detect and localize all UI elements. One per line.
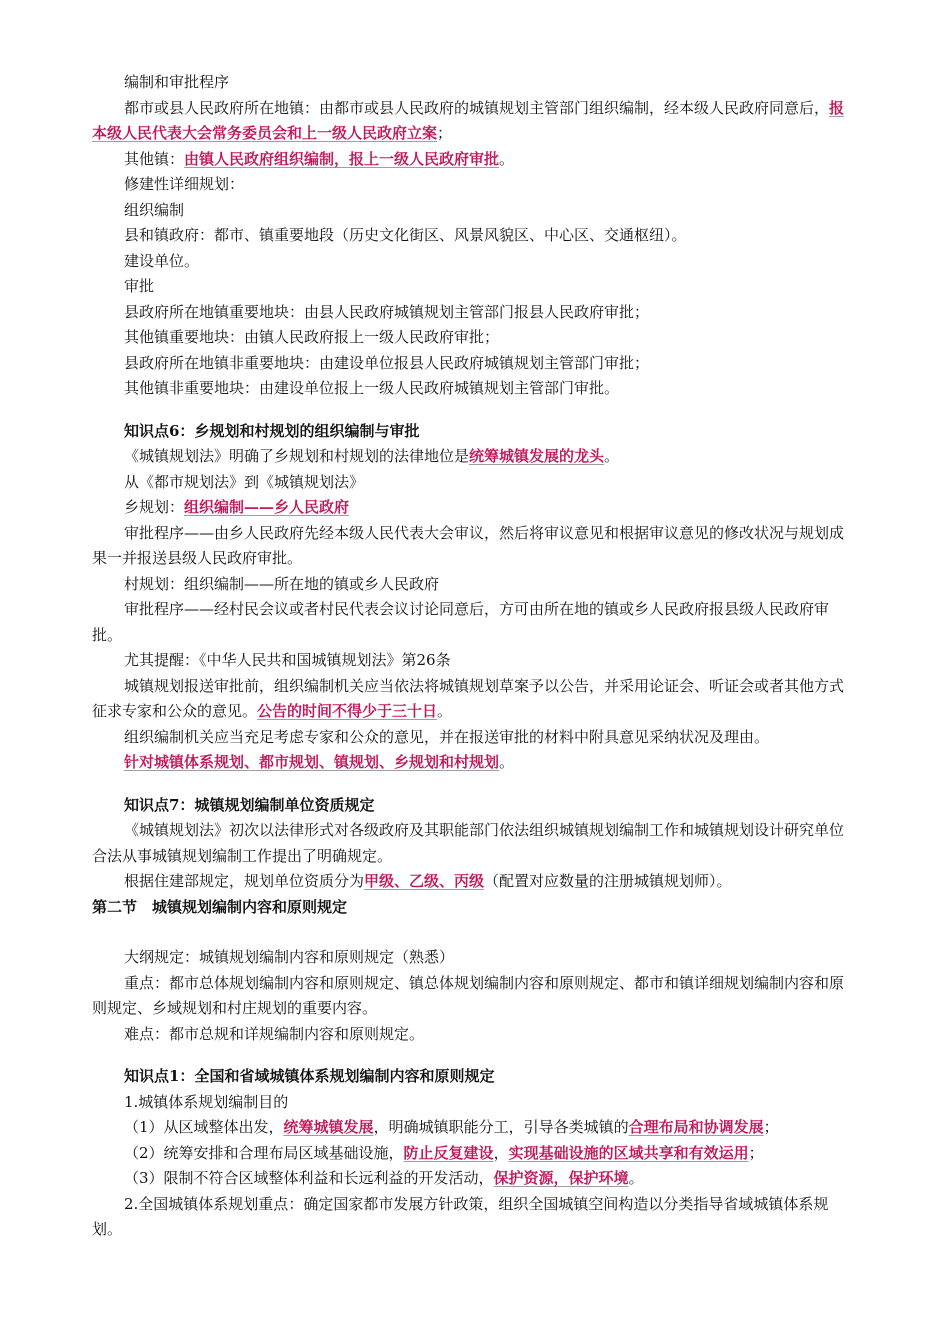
paragraph: 县政府所在地镇重要地块：由县人民政府城镇规划主管部门报县人民政府审批； (124, 302, 650, 321)
paragraph: 难点：都市总规和详规编制内容和原则规定。 (124, 1024, 425, 1043)
paragraph: 针对城镇体系规划、都市规划、镇规划、乡规划和村规划。 (124, 753, 515, 771)
highlight-text: 保护资源，保护环境 (493, 1169, 629, 1187)
highlight-text: 甲级、乙级、丙级 (364, 872, 485, 890)
paragraph: 组织编制 (124, 200, 185, 219)
paragraph: 组织编制机关应当充足考虑专家和公众的意见，并在报送审批的材料中附具意见采纳状况及理由。 (124, 727, 770, 746)
paragraph: 《城镇规划法》明确了乡规划和村规划的法律地位是统筹城镇发展的龙头。 (124, 447, 620, 465)
paragraph: 审批 (124, 277, 155, 295)
paragraph: 审批程序——经村民会议或者村民代表会议讨论同意后，方可由所在地的镇或乡人民政府报县级人民政府审批。 (92, 600, 830, 644)
paragraph: 尤其提醒：《中华人民共和国城镇规划法》第26条 (124, 651, 451, 669)
paragraph: 1.城镇体系规划编制目的 (124, 1092, 289, 1111)
document-page (92, 70, 854, 1243)
section-heading: 知识点6：乡规划和村规划的组织编制与审批 (124, 421, 420, 440)
section-heading: 知识点7：城镇规划编制单位资质规定 (124, 795, 375, 814)
highlight-text: 针对城镇体系规划、都市规划、镇规划、乡规划和村规划 (124, 753, 500, 771)
highlight-text: 统筹城镇发展 (283, 1118, 374, 1136)
paragraph: 乡规划：组织编制——乡人民政府 (124, 498, 350, 516)
highlight-text: 公告的时间不得少于三十日 (257, 702, 438, 720)
highlight-text: 合理布局和协调发展 (628, 1118, 764, 1136)
paragraph: 都市或县人民政府所在地镇：由都市或县人民政府的城镇规划主管部门组织编制，经本级人民政府同意后，报本级人民代表大会常务委员会和上一级人民政府立案； (92, 98, 845, 142)
paragraph: 建设单位。 (124, 251, 200, 270)
highlight-text: 统筹城镇发展的龙头 (469, 447, 605, 465)
paragraph: （2）统筹安排和合理布局区域基础设施，防止反复建设，实现基础设施的区域共享和有效运用； (124, 1143, 764, 1162)
paragraph: （1）从区域整体出发，统筹城镇发展，明确城镇职能分工，引导各类城镇的合理布局和协调发展； (124, 1118, 779, 1136)
paragraph: （3）限制不符合区域整体利益和长远利益的开发活动，保护资源，保护环境。 (124, 1169, 644, 1187)
chapter-heading: 第二节 城镇规划编制内容和原则规定 (92, 897, 348, 916)
highlight-text: 实现基础设施的区域共享和有效运用 (508, 1143, 749, 1162)
paragraph: 县政府所在地镇非重要地块：由建设单位报县人民政府城镇规划主管部门审批； (124, 353, 650, 372)
paragraph: 修建性详细规划： (124, 175, 245, 193)
paragraph: 审批程序——由乡人民政府先经本级人民代表大会审议，然后将审议意见和根据审议意见的修改状况与规划成果一并报送县级人民政府审批。 (92, 523, 845, 567)
paragraph: 重点：都市总体规划编制内容和原则规定、镇总体规划编制内容和原则规定、都市和镇详细规划编制内容和原则规定、乡域规划和村庄规划的重要内容。 (92, 973, 845, 1017)
highlight-text: 报本级人民代表大会常务委员会和上一级人民政府立案 (92, 98, 845, 142)
highlight-text: 由镇人民政府组织编制，报上一级人民政府审批 (184, 149, 500, 168)
paragraph: 从《都市规划法》到《城镇规划法》 (124, 472, 365, 491)
highlight-text: 防止反复建设 (403, 1143, 494, 1162)
paragraph: 根据住建部规定，规划单位资质分为甲级、乙级、丙级（配置对应数量的注册城镇规划师）。 (124, 872, 732, 890)
paragraph: 县和镇政府：都市、镇重要地段（历史文化街区、风景风貌区、中心区、交通枢纽）。 (124, 226, 687, 244)
paragraph: 其他镇非重要地块：由建设单位报上一级人民政府城镇规划主管部门审批。 (124, 379, 620, 397)
paragraph: 其他镇：由镇人民政府组织编制，报上一级人民政府审批。 (124, 149, 515, 168)
paragraph: 村规划：组织编制——所在地的镇或乡人民政府 (124, 574, 440, 593)
highlight-text: 组织编制——乡人民政府 (184, 498, 350, 516)
paragraph: 其他镇重要地块：由镇人民政府报上一级人民政府审批； (124, 328, 500, 346)
paragraph: 编制和审批程序 (124, 73, 230, 91)
paragraph: 大纲规定：城镇规划编制内容和原则规定（熟悉） (124, 948, 455, 966)
paragraph: 城镇规划报送审批前，组织编制机关应当依法将城镇规划草案予以公告，并采用论证会、听证会或者其他方式征求专家和公众的意见。公告的时间不得少于三十日。 (92, 676, 845, 720)
paragraph: 《城镇规划法》初次以法律形式对各级政府及其职能部门依法组织城镇规划编制工作和城镇规划设计研究单位合法从事城镇规划编制工作提出了明确规定。 (92, 821, 845, 865)
paragraph: 2.全国城镇体系规划重点：确定国家都市发展方针政策，组织全国城镇空间构造以分类指导省域城镇体系规划。 (92, 1194, 829, 1238)
section-heading: 知识点1：全国和省域城镇体系规划编制内容和原则规定 (124, 1067, 495, 1085)
